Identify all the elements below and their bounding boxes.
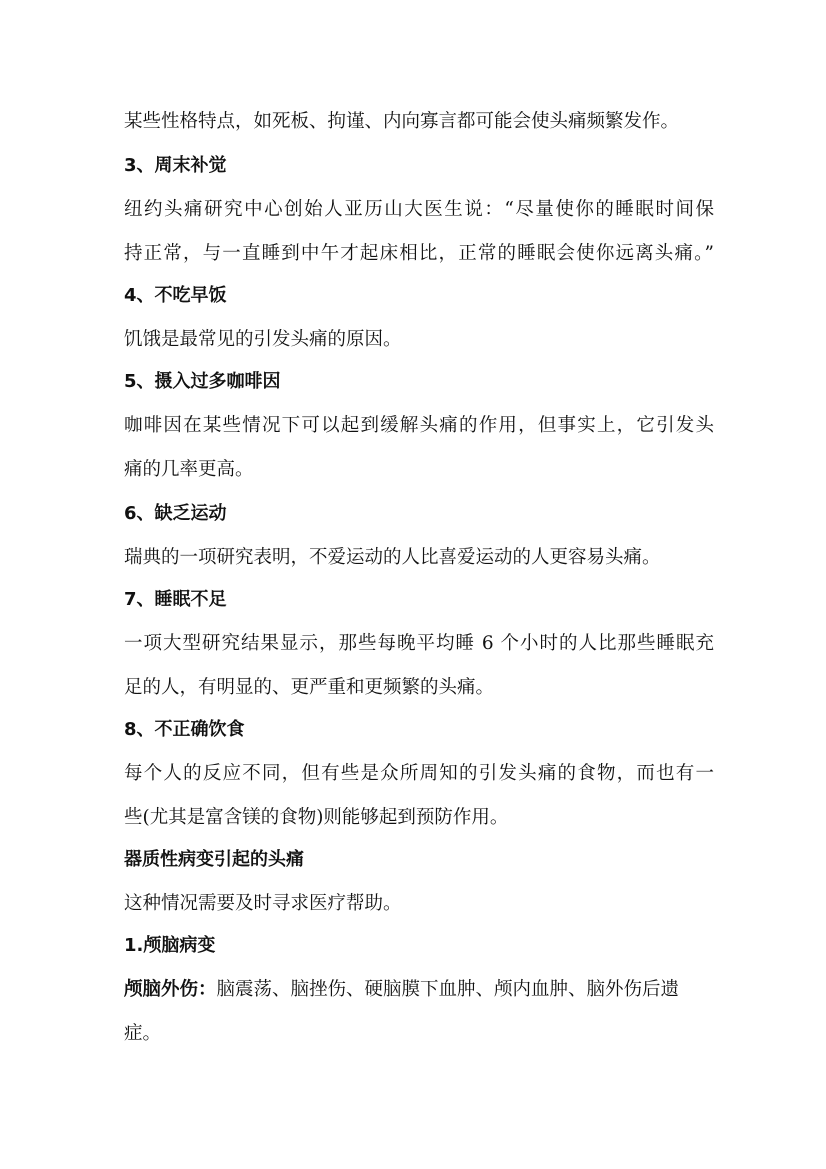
heading-no-breakfast: 4、不吃早饭 bbox=[124, 285, 227, 306]
paragraph-diet-line-1: 每个人的反应不同，但有些是众所周知的引发头痛的食物，而也有一 bbox=[124, 763, 714, 784]
paragraph-seek-help: 这种情况需要及时寻求医疗帮助。 bbox=[124, 893, 402, 914]
heading-organic-headache: 器质性病变引起的头痛 bbox=[124, 849, 304, 870]
heading-wrong-diet: 8、不正确饮食 bbox=[124, 719, 245, 740]
paragraph-personality: 某些性格特点，如死板、拘谨、内向寡言都可能会使头痛频繁发作。 bbox=[124, 111, 680, 132]
paragraph-sleep-line-1: 纽约头痛研究中心创始人亚历山大医生说：“尽量使你的睡眠时间保 bbox=[124, 199, 714, 220]
head-trauma-text: 脑震荡、脑挫伤、硬脑膜下血肿、颅内血肿、脑外伤后遗 bbox=[216, 979, 680, 1000]
paragraph-exercise: 瑞典的一项研究表明，不爱运动的人比喜爱运动的人更容易头痛。 bbox=[124, 547, 661, 568]
paragraph-sleep-line-2: 持正常，与一直睡到中午才起床相比，正常的睡眠会使你远离头痛。” bbox=[124, 243, 714, 264]
paragraph-hunger: 饥饿是最常见的引发头痛的原因。 bbox=[124, 329, 402, 350]
paragraph-lack-sleep-line-2: 足的人，有明显的、更严重和更频繁的头痛。 bbox=[124, 677, 495, 698]
heading-weekend-sleep: 3、周末补觉 bbox=[124, 155, 227, 176]
heading-cranial-lesion: 1.颅脑病变 bbox=[124, 935, 216, 956]
paragraph-caffeine-line-1: 咖啡因在某些情况下可以起到缓解头痛的作用，但事实上，它引发头 bbox=[124, 415, 714, 436]
head-trauma-label: 颅脑外伤： bbox=[124, 979, 217, 1000]
paragraph-head-trauma-line-1 bbox=[124, 978, 714, 1002]
paragraph-diet-line-2: 些(尤其是富含镁的食物)则能够起到预防作用。 bbox=[124, 807, 509, 828]
heading-lack-sleep: 7、睡眠不足 bbox=[124, 589, 227, 610]
paragraph-head-trauma-line-2: 症。 bbox=[124, 1023, 162, 1044]
heading-lack-exercise: 6、缺乏运动 bbox=[124, 503, 227, 524]
paragraph-caffeine-line-2: 痛的几率更高。 bbox=[124, 459, 254, 480]
heading-caffeine: 5、摄入过多咖啡因 bbox=[124, 371, 281, 392]
paragraph-lack-sleep-line-1: 一项大型研究结果显示，那些每晚平均睡 6 个小时的人比那些睡眠充 bbox=[124, 633, 714, 654]
